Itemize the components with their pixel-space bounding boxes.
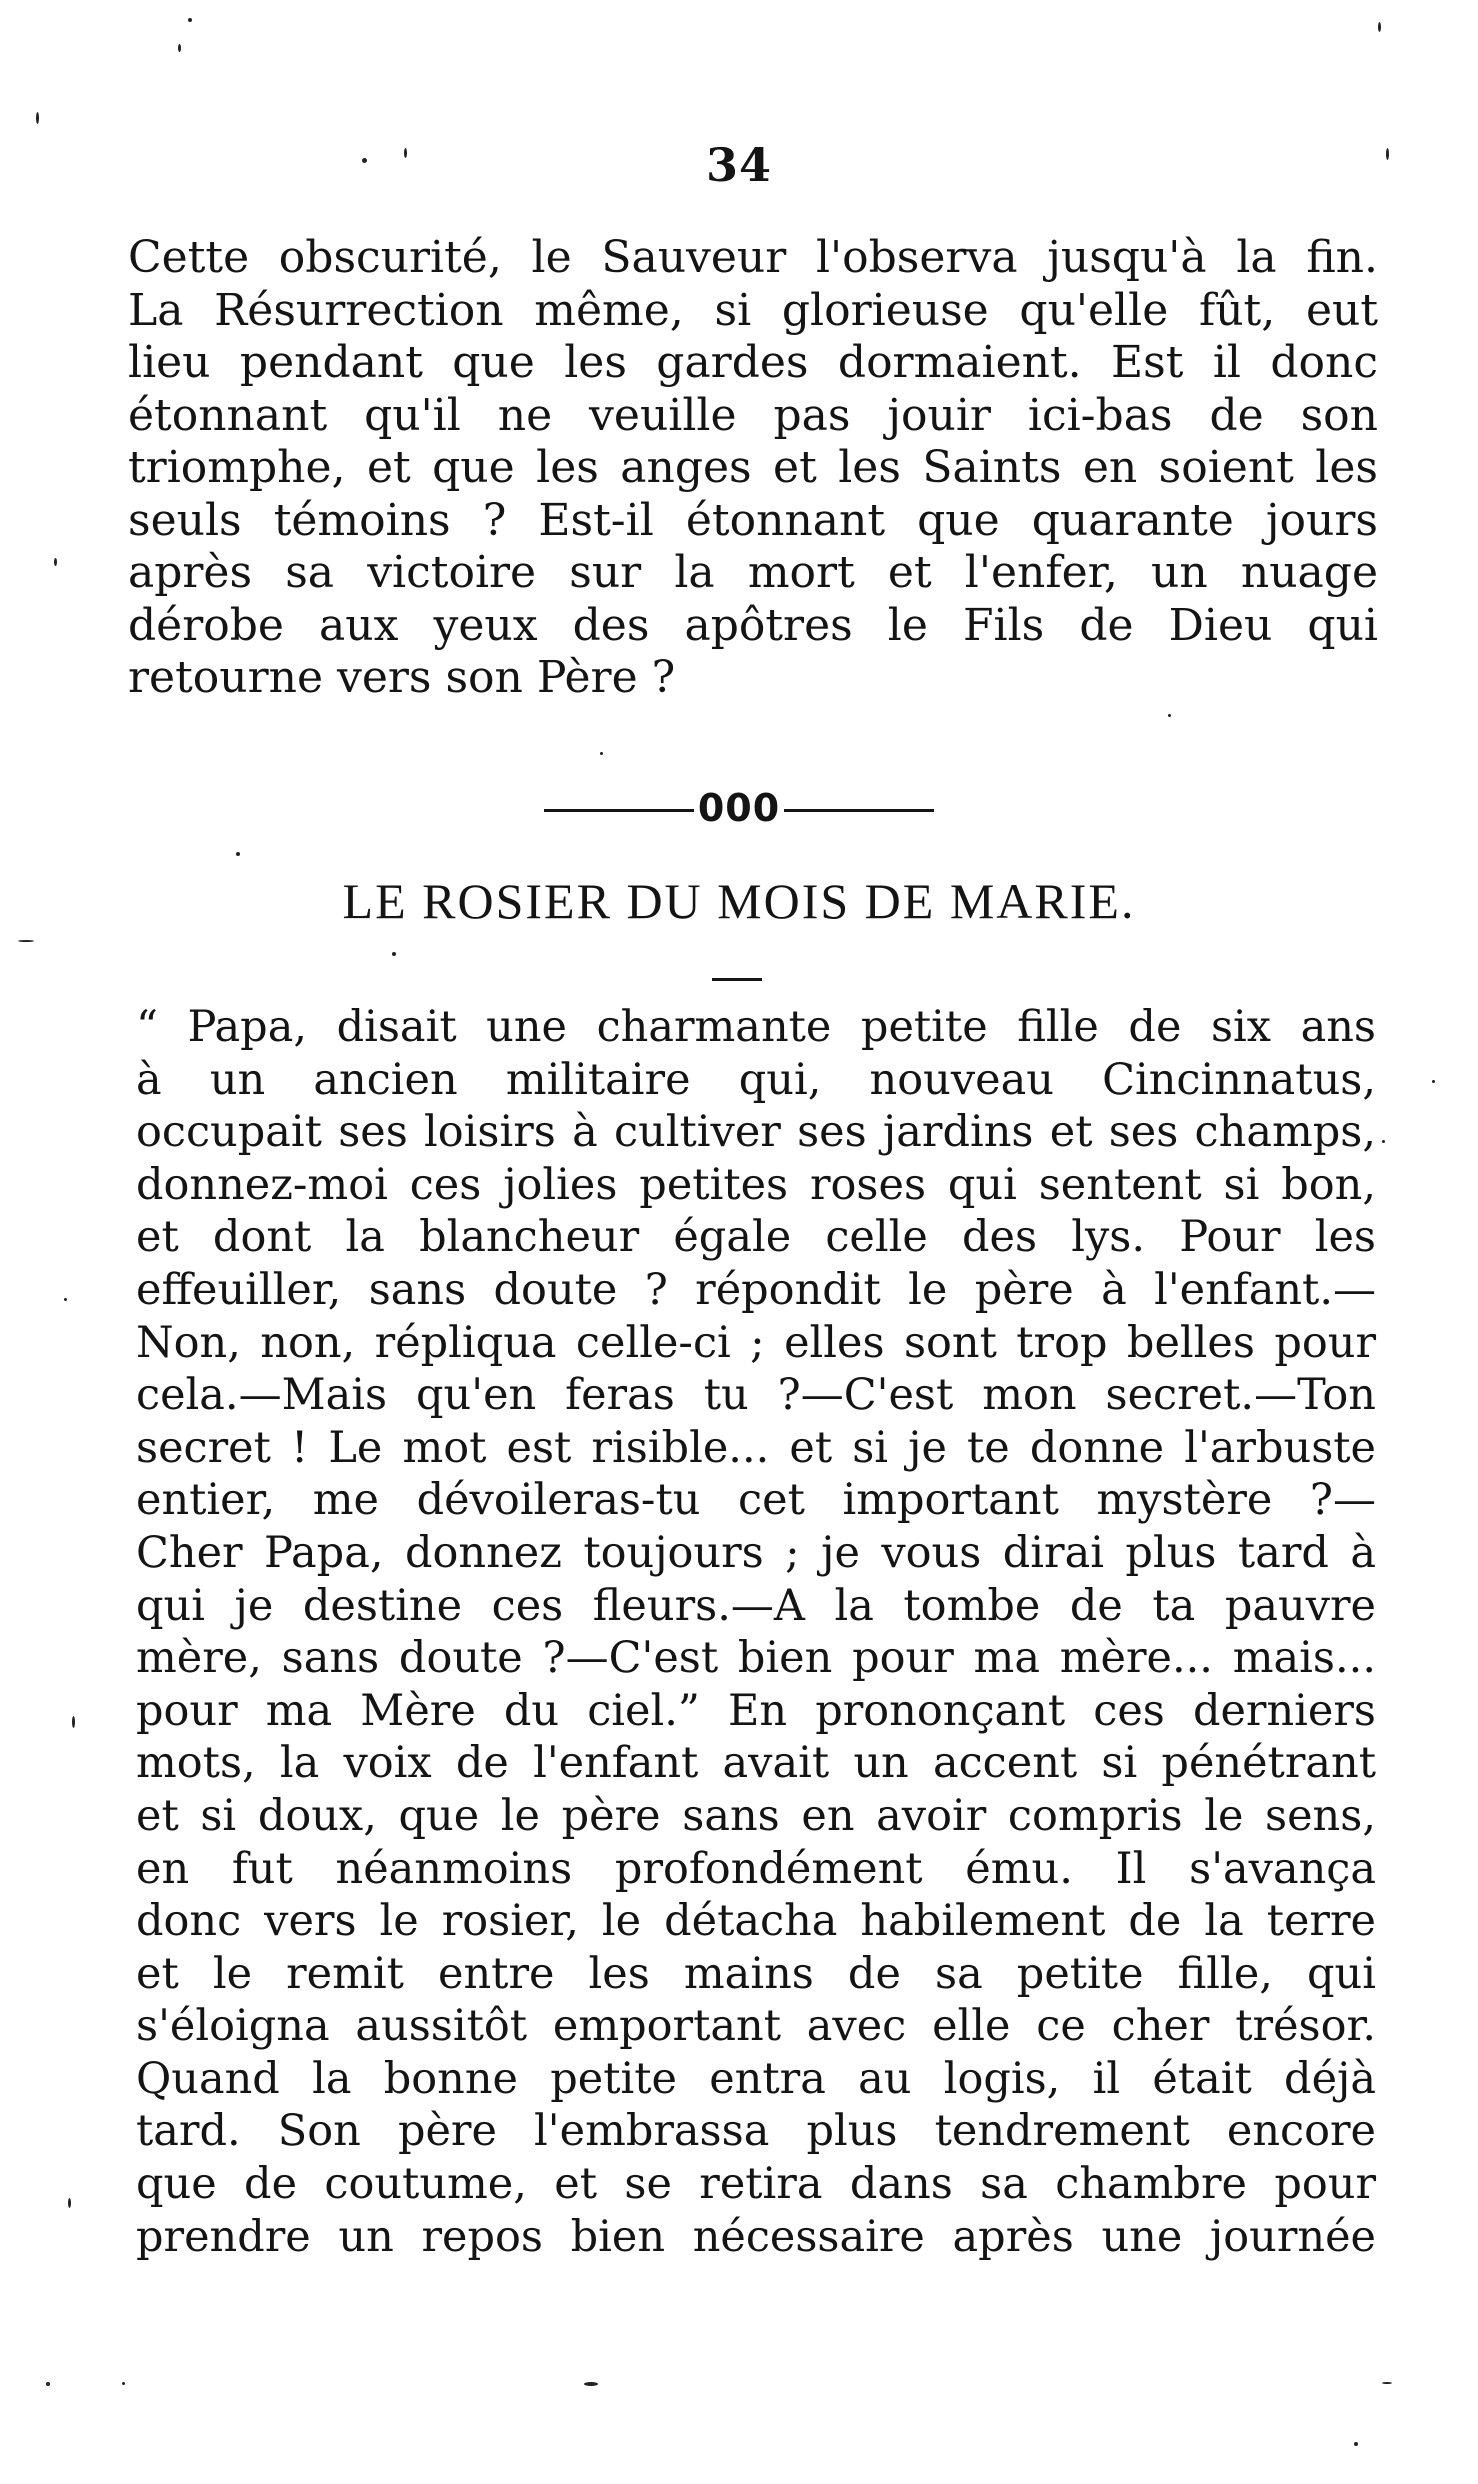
scan-speck [584, 2382, 598, 2386]
text-line: donnez-moi ces jolies petites roses qui sentent si bon, [136, 1159, 1376, 1210]
text-line: dérobe aux yeux des apôtres le Fils de Dieu qui [128, 599, 1378, 651]
divider-rule-right [784, 809, 934, 812]
scan-speck [600, 752, 603, 755]
text-line: occupait ses loisirs à cultiver ses jardins et ses champs, [136, 1107, 1376, 1158]
heading-underline [712, 978, 762, 981]
text-line: mère, sans doute ?—C'est bien pour ma mère... mais... [136, 1633, 1376, 1684]
text-line: prendre un repos bien nécessaire après une journée [136, 2211, 1376, 2262]
scan-speck [1382, 2382, 1392, 2384]
text-line: qui je destine ces fleurs.—A la tombe de ta pauvre [136, 1580, 1376, 1631]
text-line: et le remit entre les mains de sa petite fille, qui [136, 1948, 1376, 1999]
paragraph-2 [136, 1001, 1376, 2263]
text-line: en fut néanmoins profondément ému. Il s'avança [136, 1843, 1376, 1894]
scan-speck [1378, 22, 1381, 32]
scan-speck [54, 558, 57, 566]
scan-speck [36, 112, 39, 124]
text-line: La Résurrection même, si glorieuse qu'elle fût, eut [128, 284, 1378, 336]
scan-speck [362, 158, 367, 163]
scan-speck [1354, 2442, 1358, 2446]
text-line: entier, me dévoileras-tu cet important mystère ?— [136, 1475, 1376, 1526]
text-line: et si doux, que le père sans en avoir compris le sens, [136, 1790, 1376, 1841]
scan-speck [64, 1298, 67, 1301]
scan-speck [68, 2198, 71, 2208]
text-line: “ Papa, disait une charmante petite fille de six ans [136, 1002, 1376, 1052]
divider-rule-left [544, 809, 694, 812]
scan-speck [1382, 1140, 1385, 1143]
text-line: s'éloigna aussitôt emportant avec elle ce cher trésor. [136, 2001, 1376, 2052]
text-line: Non, non, répliqua celle-ci ; elles sont trop belles pour [136, 1317, 1376, 1368]
text-line: après sa victoire sur la mort et l'enfer, un nuage [128, 547, 1378, 598]
text-line: secret ! Le mot est risible... et si je te donne l'arbuste [136, 1422, 1376, 1473]
text-line: à un ancien militaire qui, nouveau Cincinnatus, [136, 1054, 1376, 1105]
text-line: Cher Papa, donnez toujours ; je vous dirai plus tard à [136, 1527, 1376, 1578]
text-line: effeuiller, sans doute ? répondit le père à l'enfant.— [136, 1264, 1376, 1315]
text-line: tard. Son père l'embrassa plus tendrement encore [136, 2106, 1376, 2157]
text-line: pour ma Mère du ciel.” En prononçant ces derniers [136, 1685, 1376, 1736]
scan-speck [392, 952, 396, 956]
scan-speck [72, 1716, 75, 1728]
section-divider [0, 786, 1478, 830]
text-line: retourne vers son Père ? [128, 652, 676, 703]
scan-speck [1386, 148, 1389, 160]
scan-speck [1432, 1080, 1435, 1083]
scan-speck [46, 2382, 50, 2386]
scan-speck [178, 44, 181, 52]
scan-speck [236, 852, 240, 856]
scan-speck [18, 940, 34, 942]
scan-speck [1168, 714, 1171, 717]
text-line: que de coutume, et se retira dans sa chambre pour [136, 2159, 1376, 2210]
text-line: lieu pendant que les gardes dormaient. Est il donc [128, 337, 1378, 388]
text-line: donc vers le rosier, le détacha habilement de la terre [136, 1896, 1376, 1947]
paragraph-1 [128, 232, 1378, 705]
section-heading: LE ROSIER DU MOIS DE MARIE. [342, 873, 1136, 929]
text-line: cela.—Mais qu'en feras tu ?—C'est mon secret.—Ton [136, 1370, 1376, 1421]
scan-speck [188, 18, 192, 22]
page-number: 34 [705, 138, 772, 192]
text-line: mots, la voix de l'enfant avait un accent si pénétrant [136, 1738, 1376, 1789]
text-line: Quand la bonne petite entra au logis, il était déjà [136, 2053, 1376, 2104]
text-line: triomphe, et que les anges et les Saints en soient les [128, 442, 1378, 493]
scan-speck [122, 2382, 125, 2385]
text-line: étonnant qu'il ne veuille pas jouir ici-bas de son [128, 389, 1378, 441]
text-line: seuls témoins ? Est-il étonnant que quarante jours [128, 494, 1378, 546]
divider-ornament: 000 [697, 786, 781, 830]
scan-speck [404, 148, 407, 158]
text-line: et dont la blancheur égale celle des lys. Pour les [136, 1212, 1376, 1263]
text-line: Cette obscurité, le Sauveur l'observa jusqu'à la fin. [128, 232, 1378, 283]
